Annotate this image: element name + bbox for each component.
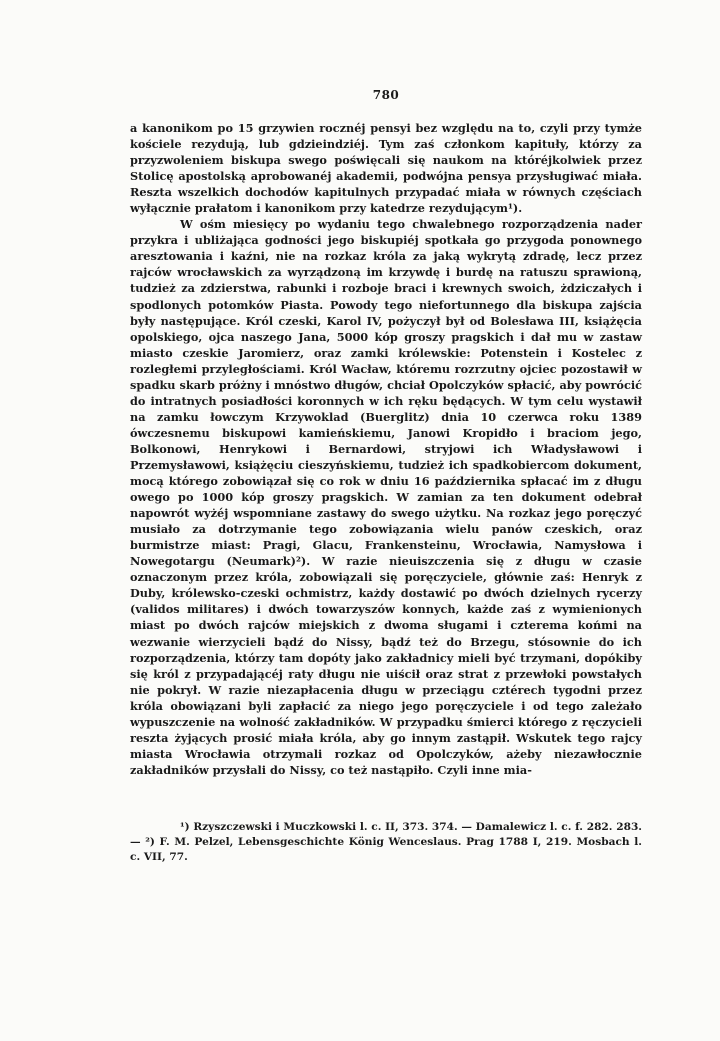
body-text bbox=[130, 120, 642, 778]
footnotes bbox=[130, 820, 642, 865]
page-number: 780 bbox=[372, 88, 400, 102]
page-content bbox=[130, 88, 642, 865]
paragraph-1: a kanonikom po 15 grzywien rocznéj pensyi bez względu na to, czyli przy tymże kościele rezydują, lub gdzieindziéj. Tym zaś członkom kapituły, którzy za przyzwoleniem biskupa swego poświęcali się naukom na któréjkolwiek przez Stolicę apostolską aprobowanéj akademii, podwójna pensya przysługiwać miała. Reszta wszelkich dochodów kapitulnych przypadać miała w równych częściach wyłącznie prałatom i kanonikom przy katedrze rezydującym¹). bbox=[130, 121, 642, 216]
footnote-text: ¹) Rzyszczewski i Muczkowski l. c. II, 373. 374. — Damalewicz l. c. f. 282. 283. — ²) F. M. Pelzel, Lebensgeschichte König Wenceslaus. Prag 1788 I, 219. Mosbach l. c. VII, 77. bbox=[130, 820, 642, 863]
paragraph-2: W ośm miesięcy po wydaniu tego chwalebnego rozporządzenia nader przykra i ubliżająca godności jego biskupiéj spotkała go przygoda ponownego aresztowania i kaźni, nie na rozkaz króla za jaką wykrytą zdradę, lecz przez rajców wrocławskich za wyrządzoną im krzywdę i burdę na ratuszu sprawioną, tudzież za zdzierstwa, rabunki i rozboje braci i krewnych swoich, żdziczałych i spodlonych potomków Piasta. Powody tego niefortunnego dla biskupa zajścia były następujące. Król czeski, Karol IV, pożyczył był od Bolesława III, książęcia opolskiego, ojca naszego Jana, 5000 kóp groszy pragskich i dał mu w zastaw miasto czeskie Jaromierz, oraz zamki królewskie: Potenstein i Kostelec z rozległemi przyległościami. Król Wacław, któremu rozrzutny ojciec pozostawił w spadku skarb próżny i mnóstwo długów, chciał Opolczyków spłacić, aby powrócić do intratnych posiadłości koronnych w ich ręku będących. W tym celu wystawił na zamku łowczym Krzywoklad (Buerglitz) dnia 10 czerwca roku 1389 ówczesnemu biskupowi kamieńskiemu, Janowi Kropidło i braciom jego, Bolkonowi, Henrykowi i Bernardowi, stryjowi ich Władysławowi i Przemysławowi, książęciu cieszyńskiemu, tudzież ich spadkobiercom dokument, mocą którego zobowiązał się co rok w dniu 16 października spłacać im z długu owego po 1000 kóp groszy pragskich. W zamian za ten dokument odebrał napowrót wyżéj wspomniane zastawy do swego użytku. Na rozkaz jego poręczyć musiało za dotrzymanie tego zobowiązania wielu panów czeskich, oraz burmistrze miast: Pragi, Glacu, Frankensteinu, Wrocławia, Namysłowa i Nowegotargu (Neumark)²). W razie nieuiszczenia się z długu w czasie oznaczonym przez króla, zobowiązali się poręczyciele, głównie zaś: Henryk z Duby, królewsko-czeski ochmistrz, każdy dostawić po dwóch dzielnych rycerzy (validos militares) i dwóch towarzyszów konnych, każde zaś z wymienionych miast po dwóch rajców miejskich z dwoma sługami i czterema końmi na wezwanie wierzycieli bądź do Nissy, bądź też do Brzegu, stósownie do ich rozporządzenia, którzy tam dopóty jako zakładnicy mieli być trzymani, dopókiby się król z przypadającéj raty długu nie uiścił oraz strat z przewłoki powstałych nie pokrył. W razie niezapłacenia długu w przeciągu cztérech tygodni przez króla obowiązani byli zapłacić za niego jego poręczyciele i od tego zależało wypuszczenie na wolność zakładników. W przypadku śmierci którego z ręczycieli reszta żyjących prosić miała króla, aby go innym zastąpił. Wskutek tego rajcy miasta Wrocławia otrzymali rozkaz od Opolczyków, ażeby niezawłocznie zakładników przysłali do Nissy, co też nastąpiło. Czyli inne mia- bbox=[130, 217, 642, 777]
